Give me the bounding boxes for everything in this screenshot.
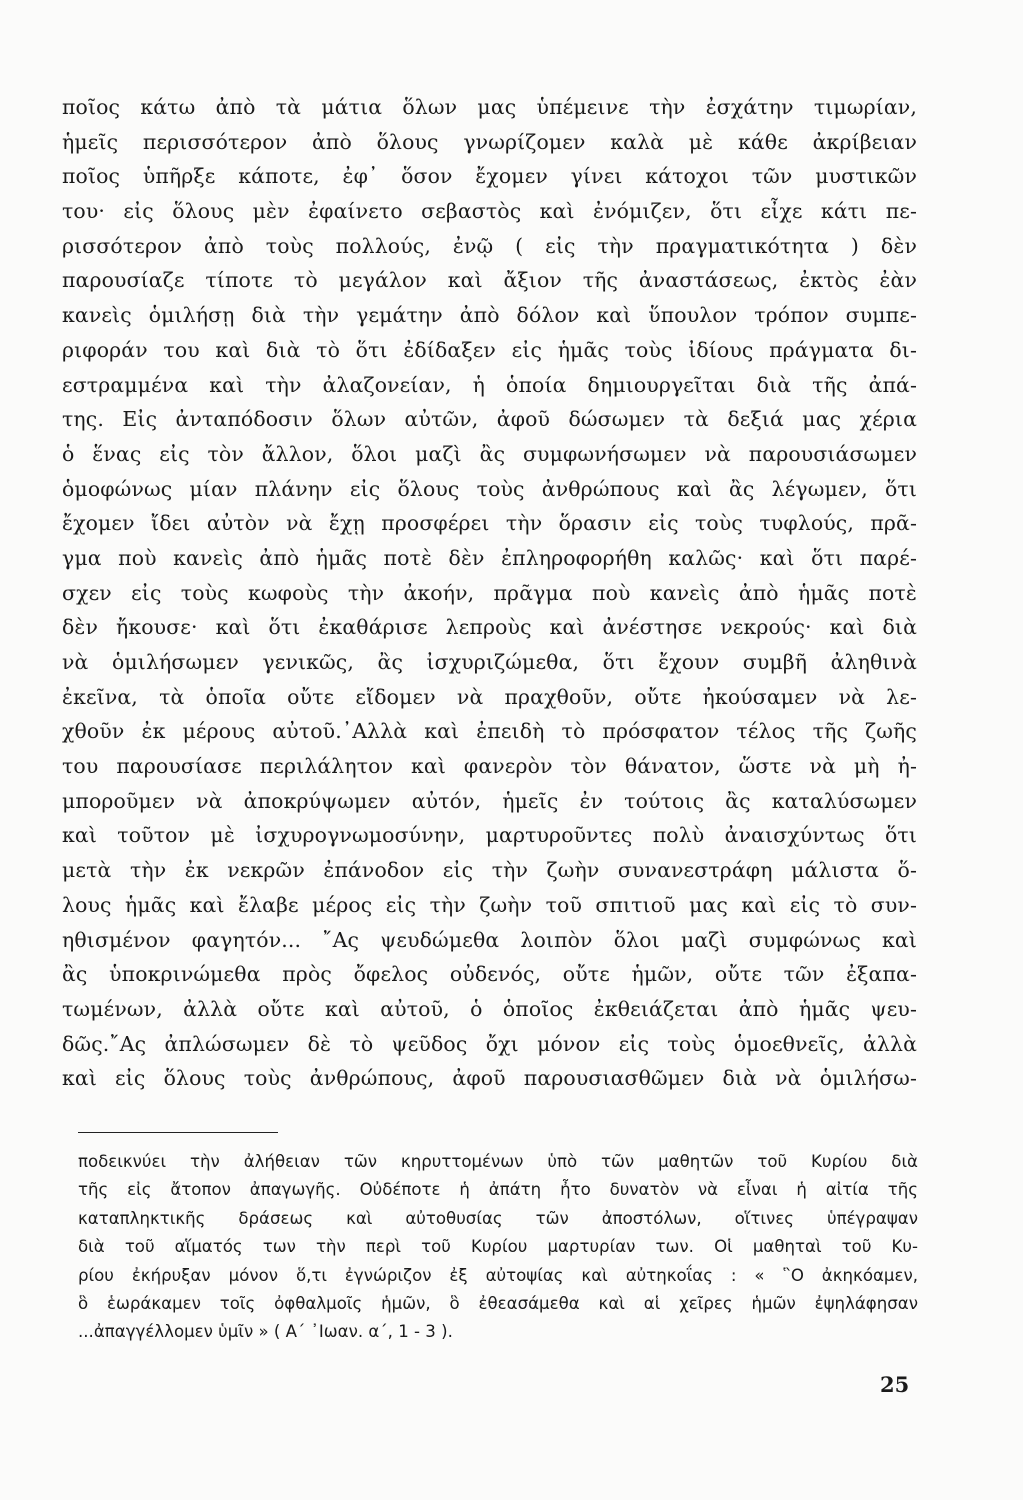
- text-line: κανεὶς ὁμιλήσῃ διὰ τὴν γεμάτην ἀπὸ δόλον καὶ ὕπουλον τρόπον συμπε-: [62, 303, 917, 328]
- footnote-line: καταπληκτικῆς δράσεως καὶ αὐτοθυσίας τῶν ἀποστόλων, οἵτινες ὑπέγραψαν: [78, 1208, 918, 1228]
- text-line: ἂς ὑποκρινώμεθα πρὸς ὄφελος οὐδενός, οὔτε ἡμῶν, οὔτε τῶν ἐξαπα-: [62, 962, 917, 987]
- footnote-line: ὃ ἑωράκαμεν τοῖς ὀφθαλμοῖς ἡμῶν, ὃ ἐθεασάμεθα καὶ αἱ χεῖρες ἡμῶν ἐψηλάφησαν: [78, 1293, 918, 1313]
- text-line: ποῖος ὑπῆρξε κάποτε, ἐφ᾽ ὅσον ἔχομεν γίνει κάτοχοι τῶν μυστικῶν: [62, 164, 917, 189]
- text-line: ὁ ἕνας εἰς τὸν ἄλλον, ὅλοι μαζὶ ἂς συμφωνήσωμεν νὰ παρουσιάσωμεν: [62, 441, 917, 466]
- text-line: εστραμμένα καὶ τὴν ἀλαζονείαν, ἡ ὁποία δημιουργεῖται διὰ τῆς ἀπά-: [62, 372, 917, 397]
- main-text-block: [62, 90, 917, 1096]
- footnote-separator: [78, 1132, 278, 1133]
- text-line: ἔχομεν ἴδει αὐτὸν νὰ ἔχῃ προσφέρει τὴν ὅρασιν εἰς τοὺς τυφλούς, πρᾶ-: [62, 511, 917, 536]
- footnote-line: διὰ τοῦ αἵματός των τὴν περὶ τοῦ Κυρίου μαρτυρίαν των. Οἱ μαθηταὶ τοῦ Κυ-: [78, 1237, 918, 1257]
- text-line: μετὰ τὴν ἐκ νεκρῶν ἐπάνοδον εἰς τὴν ζωὴν συνανεστράφη μάλιστα ὅ-: [62, 858, 917, 883]
- footnote-line: τῆς εἰς ἄτοπον ἀπαγωγῆς. Οὐδέποτε ἡ ἀπάτη ἦτο δυνατὸν νὰ εἶναι ἡ αἰτία τῆς: [78, 1180, 918, 1200]
- text-line: ἡμεῖς περισσότερον ἀπὸ ὅλους γνωρίζομεν καλὰ μὲ κάθε ἀκρίβειαν: [62, 129, 917, 154]
- text-line: καὶ εἰς ὅλους τοὺς ἀνθρώπους, ἀφοῦ παρουσιασθῶμεν διὰ νὰ ὁμιλήσω-: [62, 1066, 917, 1091]
- text-line: δὲν ἤκουσε· καὶ ὅτι ἐκαθάρισε λεπροὺς καὶ ἀνέστησε νεκρούς· καὶ διὰ: [62, 615, 917, 640]
- text-line: ηθισμένον φαγητόν... ῎Ας ψευδώμεθα λοιπὸν ὅλοι μαζὶ συμφώνως καὶ: [62, 927, 917, 952]
- text-line: καὶ τοῦτον μὲ ἰσχυρογνωμοσύνην, μαρτυροῦντες πολὺ ἀναισχύντως ὅτι: [62, 823, 917, 848]
- text-line: παρουσίαζε τίποτε τὸ μεγάλον καὶ ἄξιον τῆς ἀναστάσεως, ἐκτὸς ἐὰν: [62, 268, 917, 293]
- text-line: γμα ποὺ κανεὶς ἀπὸ ἡμᾶς ποτὲ δὲν ἐπληροφορήθη καλῶς· καὶ ὅτι παρέ-: [62, 545, 917, 570]
- text-line: δῶς.῎Ας ἀπλώσωμεν δὲ τὸ ψεῦδος ὄχι μόνον εἰς τοὺς ὁμοεθνεῖς, ἀλλὰ: [62, 1031, 917, 1056]
- text-line: μποροῦμεν νὰ ἀποκρύψωμεν αὐτόν, ἡμεῖς ἐν τούτοις ἂς καταλύσωμεν: [62, 788, 917, 813]
- text-line: λους ἡμᾶς καὶ ἔλαβε μέρος εἰς τὴν ζωὴν τοῦ σπιτιοῦ μας καὶ εἰς τὸ συν-: [62, 892, 917, 917]
- text-line: του παρουσίασε περιλάλητον καὶ φανερὸν τὸν θάνατον, ὥστε νὰ μὴ ἠ-: [62, 754, 917, 779]
- text-line: ριφοράν του καὶ διὰ τὸ ὅτι ἐδίδαξεν εἰς ἡμᾶς τοὺς ἰδίους πράγματα δι-: [62, 337, 917, 362]
- text-line: ρισσότερον ἀπὸ τοὺς πολλούς, ἐνῷ ( εἰς τὴν πραγματικότητα ) δὲν: [62, 233, 917, 258]
- text-line: τωμένων, ἀλλὰ οὔτε καὶ αὐτοῦ, ὁ ὁποῖος ἐκθειάζεται ἀπὸ ἡμᾶς ψευ-: [62, 996, 917, 1021]
- footnote-line: ...ἀπαγγέλλομεν ὑμῖν » ( Α΄ ᾽Ιωαν. α΄, 1 - 3 ).: [78, 1322, 453, 1342]
- text-line: ἐκεῖνα, τὰ ὁποῖα οὔτε εἴδομεν νὰ πραχθοῦν, οὔτε ἠκούσαμεν νὰ λε-: [62, 684, 917, 709]
- text-line: νὰ ὁμιλήσωμεν γενικῶς, ἂς ἰσχυριζώμεθα, ὅτι ἔχουν συμβῆ ἀληθινὰ: [62, 650, 917, 674]
- footnote-line: ποδεικνύει τὴν ἀλήθειαν τῶν κηρυττομένων ὑπὸ τῶν μαθητῶν τοῦ Κυρίου διὰ: [78, 1152, 918, 1171]
- footnote-line: ρίου ἐκήρυξαν μόνον ὅ,τι ἐγνώριζον ἐξ αὐτοψίας καὶ αὐτηκοΐας : « ῝Ο ἀκηκόαμεν,: [78, 1265, 918, 1285]
- text-line: του· εἰς ὅλους μὲν ἐφαίνετο σεβαστὸς καὶ ἐνόμιζεν, ὅτι εἶχε κάτι πε-: [62, 199, 917, 224]
- text-line: της. Εἰς ἀνταπόδοσιν ὅλων αὐτῶν, ἀφοῦ δώσωμεν τὰ δεξιά μας χέρια: [62, 407, 917, 432]
- text-line: σχεν εἰς τοὺς κωφοὺς τὴν ἀκοήν, πρᾶγμα ποὺ κανεὶς ἀπὸ ἡμᾶς ποτὲ: [62, 580, 917, 605]
- page-number: 25: [880, 1372, 910, 1397]
- footnote-block: [78, 1148, 918, 1347]
- text-line: ποῖος κάτω ἀπὸ τὰ μάτια ὅλων μας ὑπέμεινε τὴν ἐσχάτην τιμωρίαν,: [62, 95, 917, 119]
- text-line: χθοῦν ἐκ μέρους αὐτοῦ.᾽Αλλὰ καὶ ἐπειδὴ τὸ πρόσφατον τέλος τῆς ζωῆς: [62, 719, 917, 744]
- text-line: ὁμοφώνως μίαν πλάνην εἰς ὅλους τοὺς ἀνθρώπους καὶ ἂς λέγωμεν, ὅτι: [62, 476, 917, 501]
